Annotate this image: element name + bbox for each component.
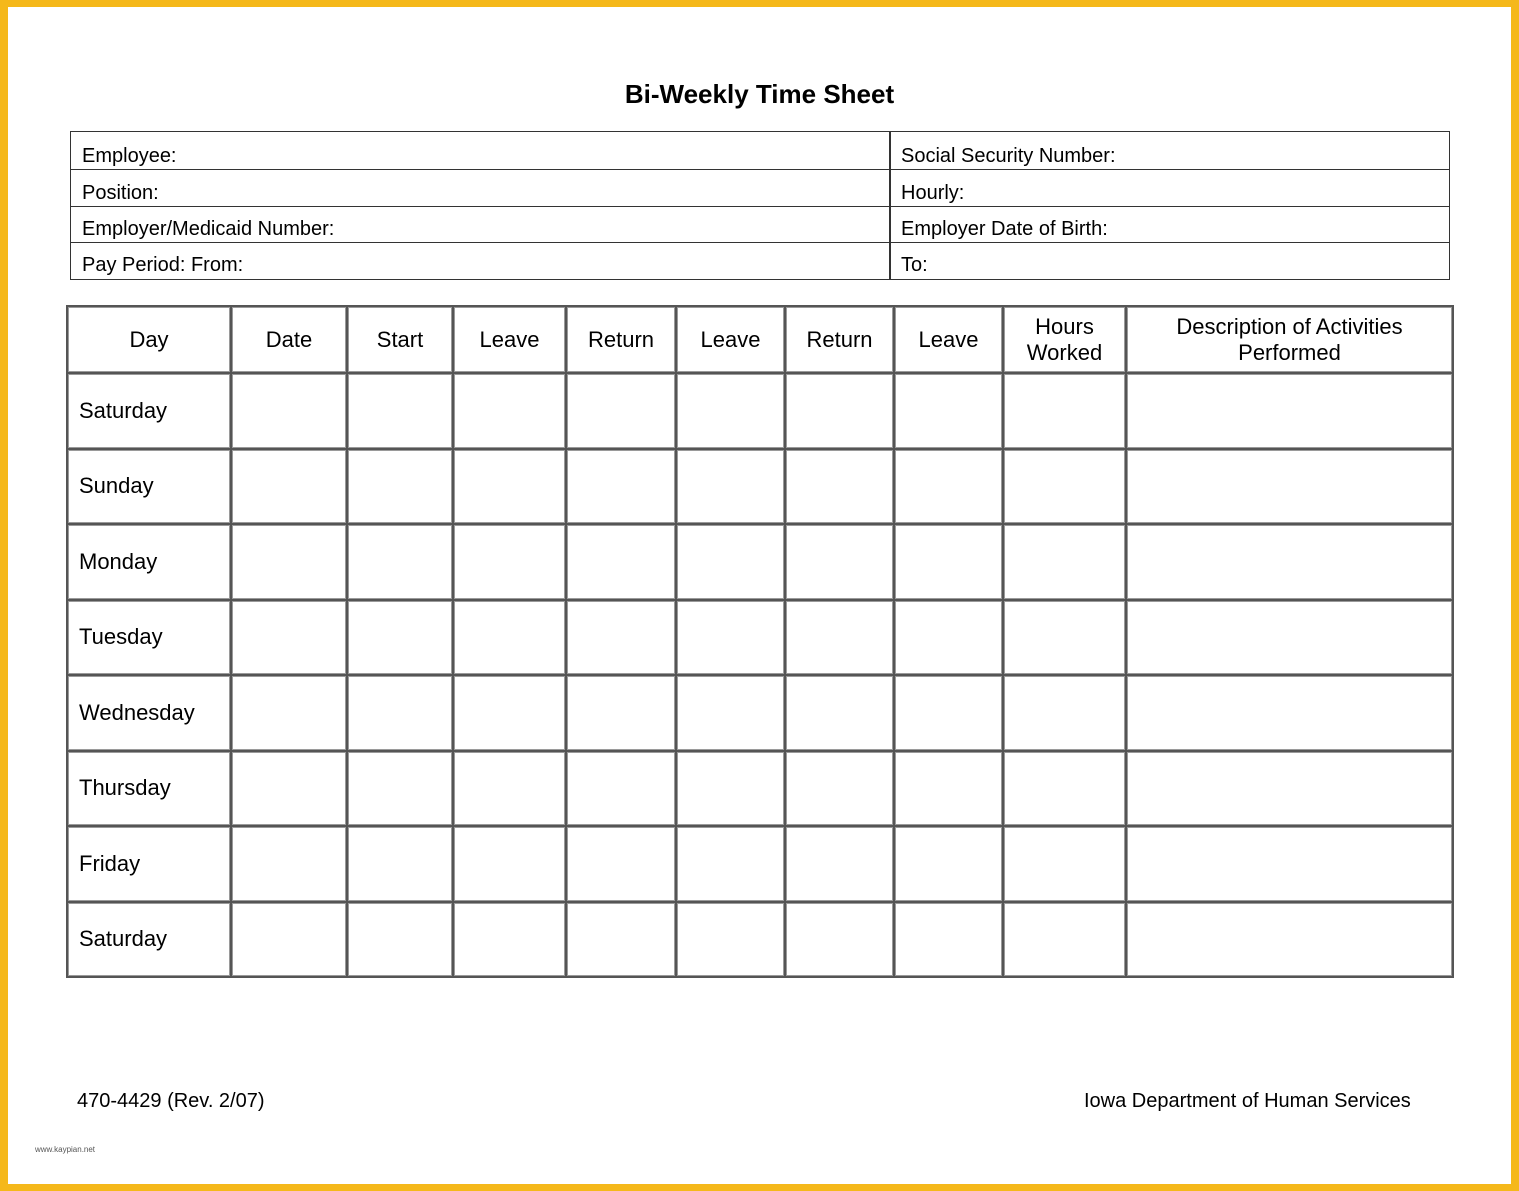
entry-cell[interactable] bbox=[454, 601, 565, 675]
entry-cell[interactable] bbox=[895, 752, 1002, 826]
entry-cell[interactable] bbox=[567, 525, 675, 599]
entry-cell[interactable] bbox=[1127, 676, 1452, 750]
entry-cell[interactable] bbox=[1004, 374, 1125, 448]
entry-cell[interactable] bbox=[567, 903, 675, 977]
entry-cell[interactable] bbox=[677, 752, 784, 826]
time-grid bbox=[66, 305, 1454, 978]
entry-cell[interactable] bbox=[786, 374, 893, 448]
entry-cell[interactable] bbox=[348, 676, 452, 750]
entry-cell[interactable] bbox=[232, 450, 346, 524]
ssn-label: Social Security Number: bbox=[901, 145, 1116, 167]
entry-cell[interactable] bbox=[1127, 525, 1452, 599]
time-sheet-page bbox=[8, 7, 1511, 1184]
entry-cell[interactable] bbox=[232, 903, 346, 977]
entry-cell[interactable] bbox=[454, 450, 565, 524]
entry-cell[interactable] bbox=[348, 903, 452, 977]
entry-cell[interactable] bbox=[1004, 450, 1125, 524]
table-row bbox=[68, 374, 1452, 448]
info-row-employee bbox=[71, 132, 1449, 168]
entry-cell[interactable] bbox=[454, 676, 565, 750]
entry-cell[interactable] bbox=[348, 374, 452, 448]
entry-cell[interactable] bbox=[1004, 752, 1125, 826]
day-cell: Wednesday bbox=[68, 676, 230, 750]
entry-cell[interactable] bbox=[677, 601, 784, 675]
header-leave-3: Leave bbox=[895, 307, 1002, 372]
entry-cell[interactable] bbox=[1127, 903, 1452, 977]
header-date: Date bbox=[232, 307, 346, 372]
entry-cell[interactable] bbox=[567, 450, 675, 524]
entry-cell[interactable] bbox=[677, 525, 784, 599]
header-start: Start bbox=[348, 307, 452, 372]
entry-cell[interactable] bbox=[232, 676, 346, 750]
entry-cell[interactable] bbox=[786, 676, 893, 750]
header-day: Day bbox=[68, 307, 230, 372]
entry-cell[interactable] bbox=[1127, 450, 1452, 524]
header-description: Description of Activities Performed bbox=[1127, 307, 1452, 372]
entry-cell[interactable] bbox=[348, 827, 452, 901]
employee-label: Employee: bbox=[82, 145, 177, 167]
table-row bbox=[68, 525, 1452, 599]
entry-cell[interactable] bbox=[348, 450, 452, 524]
pay-period-to-label: To: bbox=[901, 254, 928, 276]
table-row bbox=[68, 827, 1452, 901]
entry-cell[interactable] bbox=[1127, 601, 1452, 675]
entry-cell[interactable] bbox=[786, 827, 893, 901]
pay-period-from-label: Pay Period: From: bbox=[82, 254, 244, 276]
medicaid-number-label: Employer/Medicaid Number: bbox=[82, 218, 335, 240]
entry-cell[interactable] bbox=[677, 676, 784, 750]
entry-cell[interactable] bbox=[895, 374, 1002, 448]
entry-cell[interactable] bbox=[454, 374, 565, 448]
entry-cell[interactable] bbox=[1004, 601, 1125, 675]
employee-info-box bbox=[70, 131, 1450, 280]
entry-cell[interactable] bbox=[232, 525, 346, 599]
entry-cell[interactable] bbox=[895, 450, 1002, 524]
entry-cell[interactable] bbox=[567, 827, 675, 901]
day-cell: Tuesday bbox=[68, 601, 230, 675]
day-cell: Saturday bbox=[68, 903, 230, 977]
table-row bbox=[68, 903, 1452, 977]
header-leave-2: Leave bbox=[677, 307, 784, 372]
entry-cell[interactable] bbox=[1127, 752, 1452, 826]
entry-cell[interactable] bbox=[567, 601, 675, 675]
entry-cell[interactable] bbox=[567, 752, 675, 826]
entry-cell[interactable] bbox=[567, 374, 675, 448]
header-row bbox=[68, 307, 1452, 372]
header-return-1: Return bbox=[567, 307, 675, 372]
dob-label: Employer Date of Birth: bbox=[901, 218, 1108, 240]
entry-cell[interactable] bbox=[677, 903, 784, 977]
entry-cell[interactable] bbox=[567, 676, 675, 750]
entry-cell[interactable] bbox=[677, 374, 784, 448]
entry-cell[interactable] bbox=[1127, 374, 1452, 448]
entry-cell[interactable] bbox=[786, 752, 893, 826]
entry-cell[interactable] bbox=[454, 525, 565, 599]
entry-cell[interactable] bbox=[232, 827, 346, 901]
entry-cell[interactable] bbox=[232, 374, 346, 448]
entry-cell[interactable] bbox=[677, 450, 784, 524]
entry-cell[interactable] bbox=[348, 752, 452, 826]
position-label: Position: bbox=[82, 182, 159, 204]
entry-cell[interactable] bbox=[454, 752, 565, 826]
entry-cell[interactable] bbox=[1127, 827, 1452, 901]
entry-cell[interactable] bbox=[1004, 827, 1125, 901]
table-row bbox=[68, 601, 1452, 675]
table-row bbox=[68, 450, 1452, 524]
table-row bbox=[68, 752, 1452, 826]
entry-cell[interactable] bbox=[1004, 525, 1125, 599]
day-cell: Sunday bbox=[68, 450, 230, 524]
day-cell: Monday bbox=[68, 525, 230, 599]
info-row-pay-period bbox=[71, 242, 1449, 279]
entry-cell[interactable] bbox=[895, 525, 1002, 599]
agency-name: Iowa Department of Human Services bbox=[1084, 1090, 1411, 1112]
entry-cell[interactable] bbox=[232, 601, 346, 675]
info-row-medicaid bbox=[71, 206, 1449, 243]
entry-cell[interactable] bbox=[786, 903, 893, 977]
entry-cell[interactable] bbox=[232, 752, 346, 826]
entry-cell[interactable] bbox=[786, 525, 893, 599]
entry-cell[interactable] bbox=[1004, 903, 1125, 977]
entry-cell[interactable] bbox=[786, 601, 893, 675]
table-row bbox=[68, 676, 1452, 750]
day-cell: Thursday bbox=[68, 752, 230, 826]
entry-cell[interactable] bbox=[677, 827, 784, 901]
header-hours-worked: Hours Worked bbox=[1004, 307, 1125, 372]
entry-cell[interactable] bbox=[895, 903, 1002, 977]
watermark-text: www.kaypian.net bbox=[35, 1145, 96, 1154]
entry-cell[interactable] bbox=[895, 827, 1002, 901]
page-title: Bi-Weekly Time Sheet bbox=[624, 79, 895, 109]
day-cell: Friday bbox=[68, 827, 230, 901]
header-return-2: Return bbox=[786, 307, 893, 372]
entry-cell[interactable] bbox=[1004, 676, 1125, 750]
entry-cell[interactable] bbox=[454, 827, 565, 901]
form-number: 470-4429 (Rev. 2/07) bbox=[77, 1090, 265, 1112]
info-row-position bbox=[71, 169, 1449, 206]
entry-cell[interactable] bbox=[454, 903, 565, 977]
entry-cell[interactable] bbox=[348, 601, 452, 675]
entry-cell[interactable] bbox=[786, 450, 893, 524]
entry-cell[interactable] bbox=[895, 601, 1002, 675]
hourly-label: Hourly: bbox=[901, 182, 965, 204]
entry-cell[interactable] bbox=[895, 676, 1002, 750]
entry-cell[interactable] bbox=[348, 525, 452, 599]
header-leave-1: Leave bbox=[454, 307, 565, 372]
day-cell: Saturday bbox=[68, 374, 230, 448]
